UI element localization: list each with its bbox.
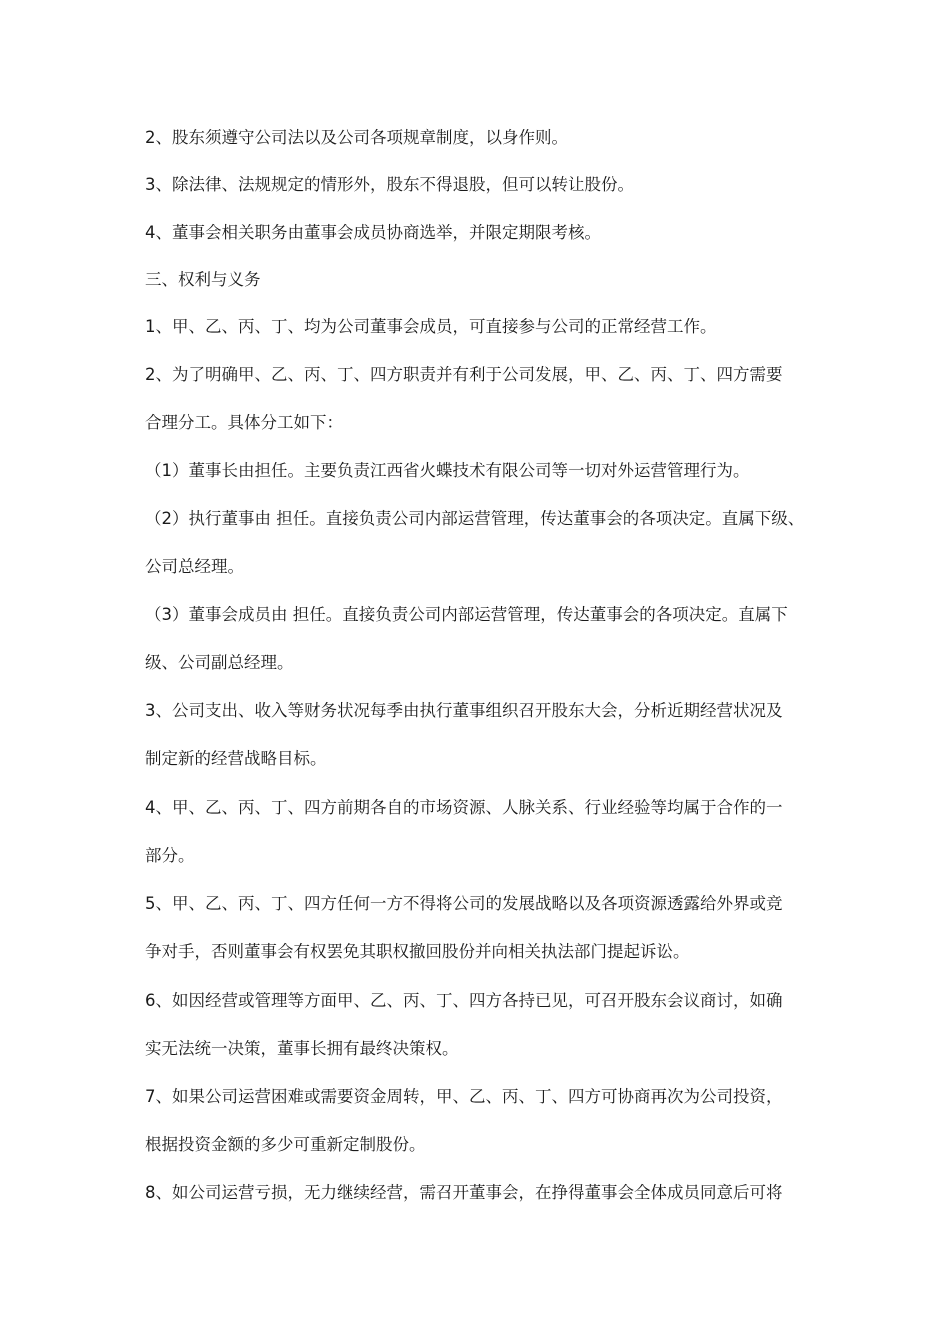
text-line: 根据投资金额的多少可重新定制股份。	[145, 1135, 426, 1154]
section-heading: 三、权利与义务	[145, 270, 261, 289]
text-line: 6、如因经营或管理等方面甲、乙、丙、丁、四方各持已见，可召开股东会议商讨，如确	[145, 991, 783, 1010]
text-line: 2、股东须遵守公司法以及公司各项规章制度，以身作则。	[145, 128, 568, 147]
text-line: 3、公司支出、收入等财务状况每季由执行董事组织召开股东大会，分析近期经营状况及	[145, 701, 783, 720]
text-line: 级、公司副总经理。	[145, 653, 294, 672]
text-line: 7、如果公司运营困难或需要资金周转，甲、乙、丙、丁、四方可协商再次为公司投资，	[145, 1087, 783, 1106]
text-line: 4、甲、乙、丙、丁、四方前期各自的市场资源、人脉关系、行业经验等均属于合作的一	[145, 798, 783, 817]
text-line: 5、甲、乙、丙、丁、四方任何一方不得将公司的发展战略以及各项资源透露给外界或竞	[145, 894, 783, 913]
text-line: （3）董事会成员由 担任。直接负责公司内部运营管理，传达董事会的各项决定。直属下	[145, 605, 788, 624]
text-line: （1）董事长由担任。主要负责江西省火蝶技术有限公司等一切对外运营管理行为。	[145, 461, 750, 480]
text-line: 合理分工。具体分工如下：	[145, 413, 343, 432]
text-line: 4、董事会相关职务由董事会成员协商选举，并限定期限考核。	[145, 223, 601, 242]
text-line: 实无法统一决策，董事长拥有最终决策权。	[145, 1039, 459, 1058]
text-line: 部分。	[145, 846, 195, 865]
text-line: 3、除法律、法规规定的情形外，股东不得退股，但可以转让股份。	[145, 175, 634, 194]
text-line: （2）执行董事由 担任。直接负责公司内部运营管理，传达董事会的各项决定。直属下级、	[145, 509, 805, 528]
text-line: 制定新的经营战略目标。	[145, 749, 327, 768]
text-line: 1、甲、乙、丙、丁、均为公司董事会成员，可直接参与公司的正常经营工作。	[145, 317, 717, 336]
text-line: 8、如公司运营亏损，无力继续经营，需召开董事会，在挣得董事会全体成员同意后可将	[145, 1183, 783, 1202]
text-line: 争对手，否则董事会有权罢免其职权撤回股份并向相关执法部门提起诉讼。	[145, 942, 690, 961]
text-line: 2、为了明确甲、乙、丙、丁、四方职责并有利于公司发展，甲、乙、丙、丁、四方需要	[145, 365, 783, 384]
text-line: 公司总经理。	[145, 557, 244, 576]
